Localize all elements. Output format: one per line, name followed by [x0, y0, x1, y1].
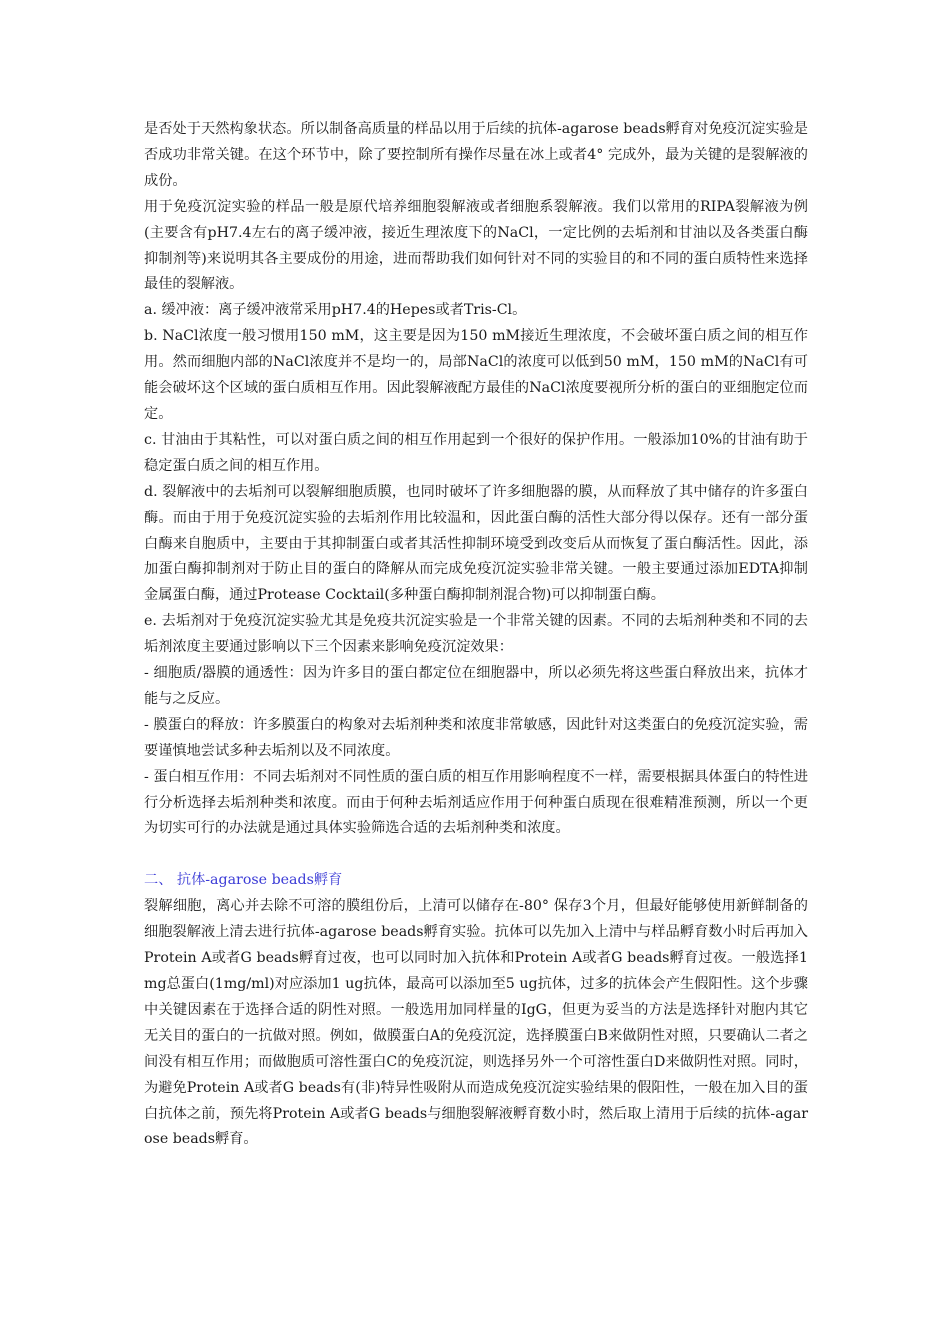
document-body [144, 117, 808, 1153]
item-d-paragraph: d. 裂解液中的去垢剂可以裂解细胞质膜，也同时破坏了许多细胞器的膜，从而释放了其中储存的许多蛋白酶。而由于用于免疫沉淀实验的去垢剂作用比较温和，因此蛋白酶的活性大部分得以保存。还有一部分蛋白酶来自胞质中，主要由于其抑制蛋白或者其活性抑制环境受到改变后从而恢复了蛋白酶活性。因此，添加蛋白酶抑制剂对于防止目的蛋白的降解从而完成免疫沉淀实验非常关键。一般主要通过添加EDTA抑制金属蛋白酶，通过Protease Cocktail(多种蛋白酶抑制剂混合物)可以抑制蛋白酶。 [144, 483, 808, 604]
intro-continued-paragraph: 是否处于天然构象状态。所以制备高质量的样品以用于后续的抗体-agarose beads孵育对免疫沉淀实验是否成功非常关键。在这个环节中，除了要控制所有操作尽量在冰上或者4° 完成外，最为关键的是裂解液的成份。 [144, 121, 808, 189]
section-2-body: 裂解细胞，离心并去除不可溶的膜组份后，上清可以储存在-80° 保存3个月，但最好能够使用新鲜制备的细胞裂解液上清去进行抗体-agarose beads孵育实验。抗体可以先加入上清中与样品孵育数小时后再加入Protein A或者G beads孵育过夜，也可以同时加入抗体和Protein A或者G beads孵育过夜。一般选择1mg总蛋白(1mg/ml)对应添加1 ug抗体，最高可以添加至5 ug抗体，过多的抗体会产生假阳性。这个步骤中关键因素在于选择合适的阴性对照。一般选用加同样量的IgG，但更为妥当的方法是选择针对胞内其它无关目的蛋白的一抗做对照。例如，做膜蛋白A的免疫沉淀，选择膜蛋白B来做阴性对照，只要确认二者之间没有相互作用；而做胞质可溶性蛋白C的免疫沉淀，则选择另外一个可溶性蛋白D来做阴性对照。同时，为避免Protein A或者G beads有(非)特异性吸附从而造成免疫沉淀实验结果的假阳性，一般在加入目的蛋白抗体之前，预先将Protein A或者G beads与细胞裂解液孵育数小时，然后取上清用于后续的抗体-agarose beads孵育。 [144, 898, 808, 1148]
item-b-paragraph: b. NaCl浓度一般习惯用150 mM，这主要是因为150 mM接近生理浓度，不会破坏蛋白质之间的相互作用。然而细胞内部的NaCl浓度并不是均一的，局部NaCl的浓度可以低到50 mM，150 mM的NaCl有可能会破坏这个区域的蛋白质相互作用。因此裂解液配方最佳的NaCl浓度要视所分析的蛋白的亚细胞定位而定。 [144, 328, 808, 422]
detergent-point-1: - 细胞质/器膜的通透性：因为许多目的蛋白都定位在细胞器中，所以必须先将这些蛋白释放出来，抗体才能与之反应。 [144, 665, 808, 707]
detergent-point-2: - 膜蛋白的释放：许多膜蛋白的构象对去垢剂种类和浓度非常敏感，因此针对这类蛋白的免疫沉淀实验，需要谨慎地尝试多种去垢剂以及不同浓度。 [144, 716, 808, 759]
item-a-paragraph: a. 缓冲液：离子缓冲液常采用pH7.4的Hepes或者Tris-Cl。 [144, 302, 527, 319]
item-c-paragraph: c. 甘油由于其粘性，可以对蛋白质之间的相互作用起到一个很好的保护作用。一般添加10%的甘油有助于稳定蛋白质之间的相互作用。 [144, 431, 808, 474]
lysate-intro-paragraph: 用于免疫沉淀实验的样品一般是原代培养细胞裂解液或者细胞系裂解液。我们以常用的RIPA裂解液为例(主要含有pH7.4左右的离子缓冲液，接近生理浓度下的NaCl，一定比例的去垢剂和甘油以及各类蛋白酶抑制剂等)来说明其各主要成份的用途，进而帮助我们如何针对不同的实验目的和不同的蛋白质特性来选择最佳的裂解液。 [144, 198, 808, 293]
section-2-heading: 二、 抗体-agarose beads孵育 [144, 872, 343, 889]
item-e-paragraph: e. 去垢剂对于免疫沉淀实验尤其是免疫共沉淀实验是一个非常关键的因素。不同的去垢剂种类和不同的去垢剂浓度主要通过影响以下三个因素来影响免疫沉淀效果： [144, 613, 808, 656]
section-spacer [144, 842, 808, 868]
detergent-point-3: - 蛋白相互作用：不同去垢剂对不同性质的蛋白质的相互作用影响程度不一样，需要根据具体蛋白的特性进行分析选择去垢剂种类和浓度。而由于何种去垢剂适应作用于何种蛋白质现在很难精准预测，所以一个更为切实可行的办法就是通过具体实验筛选合适的去垢剂种类和浓度。 [144, 768, 808, 837]
